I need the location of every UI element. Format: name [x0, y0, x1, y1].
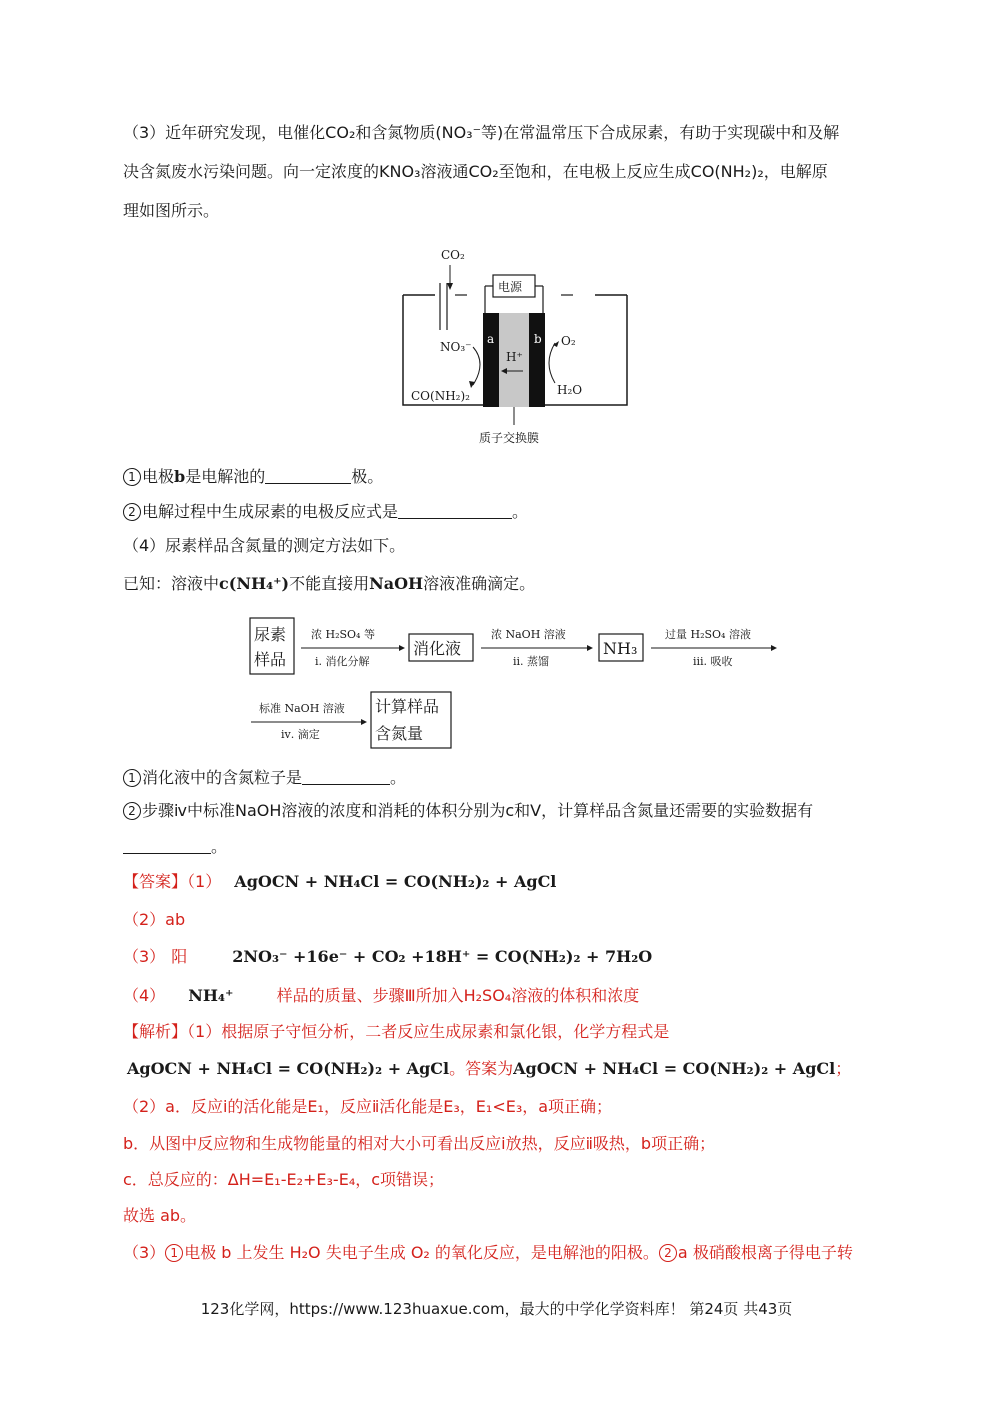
q3-sub2: 2 电解过程中生成尿素的电极反应式是 。 [123, 501, 528, 523]
analysis-line-6: 故选 ab。 [123, 1206, 197, 1225]
flow-box1-line2: 样品 [254, 650, 287, 669]
analysis-line-1: 【解析】（1）根据原子守恒分析，二者反应生成尿素和氯化银，化学方程式是 [123, 1022, 670, 1041]
flow-arrow4-bottom: ⅳ. 滴定 [281, 728, 320, 741]
flow-arrow3-bottom: ⅲ. 吸收 [693, 655, 733, 668]
membrane-label: 质子交换膜 [479, 431, 540, 445]
oxygen-label: O₂ [561, 334, 576, 348]
q4-sub2: 2 步骤ⅳ中标准NaOH溶液的浓度和消耗的体积分别为c和V，计算样品含氮量还需要的实验数据有 [123, 800, 813, 822]
answer-line-4: （4） NH₄⁺ 样品的质量、步骤Ⅲ所加入H₂SO₄溶液的体积和浓度 [123, 986, 640, 1005]
answer-equation-1: AgOCN + NH₄Cl = CO(NH₂)₂ + AgCl [234, 872, 557, 891]
flow-arrow1-top: 浓 H₂SO₄ 等 [311, 628, 375, 641]
q3-line-2: 决含氮废水污染问题。向一定浓度的KNO₃溶液通CO₂至饱和，在电极上反应生成CO(NH₂)₂，电解原 [123, 162, 828, 181]
analysis-line-7: （3） 1 电极 b 上发生 H₂O 失电子生成 O₂ 的氧化反应，是电解池的阳极。 2 a 极硝酸根离子得电子转 [123, 1243, 853, 1262]
analysis-line-5: c．总反应的：ΔH=E₁-E₂+E₃-E₄，c项错误； [123, 1170, 445, 1189]
flow-arrow3-top: 过量 H₂SO₄ 溶液 [665, 628, 751, 641]
urea-label: CO(NH₂)₂ [411, 389, 470, 403]
flow-box4-line1: 计算样品 [375, 697, 440, 716]
answer-equation-3: 2NO₃⁻ +16e⁻ + CO₂ +18H⁺ = CO(NH₂)₂ + 7H₂O [232, 947, 653, 966]
answer-line-2: （2）ab [123, 910, 186, 929]
analysis-line-4: b．从图中反应物和生成物能量的相对大小可看出反应ⅰ放热，反应ⅱ吸热，b项正确； [123, 1134, 716, 1153]
flow-box1-line1: 尿素 [254, 625, 287, 644]
water-label: H₂O [557, 383, 583, 397]
circled-number: 1 [123, 468, 141, 486]
co2-label: CO₂ [441, 248, 465, 262]
flow-arrow1-bottom: ⅰ. 消化分解 [315, 655, 370, 668]
analysis-line-3: （2）a．反应ⅰ的活化能是E₁，反应ⅱ活化能是E₃，E₁<E₃，a项正确； [123, 1097, 613, 1116]
power-label: 电源 [498, 280, 523, 294]
flow-box4-line2: 含氮量 [375, 724, 424, 743]
circled-number: 2 [123, 802, 141, 820]
analysis-tag: 【解析】 [123, 1022, 188, 1041]
flow-chart [245, 612, 790, 752]
answer-blank [302, 769, 390, 785]
circled-number: 2 [123, 503, 141, 521]
q4-line-1: （4）尿素样品含氮量的测定方法如下。 [123, 536, 406, 555]
circled-number: 1 [123, 769, 141, 787]
flow-arrow4-top: 标准 NaOH 溶液 [259, 702, 345, 715]
q3-line-1: （3）近年研究发现，电催化CO₂和含氮物质(NO₃⁻等)在常温常压下合成尿素，有助于实现碳中和及解 [123, 123, 840, 142]
q3-sub1: 1 电极b是电解池的 极。 [123, 466, 383, 488]
proton-label: H⁺ [506, 350, 523, 364]
known-line: 已知：溶液中c(NH₄⁺)不能直接用NaOH溶液准确滴定。 [123, 574, 536, 593]
flow-arrow2-bottom: ⅱ. 蒸馏 [513, 655, 550, 668]
flow-box2: 消化液 [413, 639, 462, 658]
answer-blank [398, 503, 512, 519]
q4-sub1: 1 消化液中的含氮粒子是 。 [123, 767, 406, 789]
answer-blank [265, 468, 351, 484]
flow-arrow2-top: 浓 NaOH 溶液 [491, 628, 566, 641]
electrode-b-label: b [534, 332, 542, 346]
electrolysis-diagram [395, 235, 635, 450]
analysis-line-2: AgOCN + NH₄Cl = CO(NH₂)₂ + AgCl。答案为AgOCN + NH₄Cl = CO(NH₂)₂ + AgCl； [127, 1059, 852, 1078]
answer-tag: 【答案】 [123, 872, 188, 891]
flow-box3: NH₃ [603, 639, 638, 658]
answer-line-1: 【答案】（1） AgOCN + NH₄Cl = CO(NH₂)₂ + AgCl [123, 872, 557, 891]
answer-blank [123, 838, 211, 854]
electrode-a-label: a [487, 332, 495, 346]
q4-sub2-cont: 。 [123, 836, 227, 858]
answer-line-3: （3） 阳 2NO₃⁻ +16e⁻ + CO₂ +18H⁺ = CO(NH₂)₂ + 7H₂O [123, 947, 653, 966]
nitrate-label: NO₃⁻ [440, 340, 472, 354]
q3-line-3: 理如图所示。 [123, 201, 220, 220]
page-footer: 123化学网，https://www.123huaxue.com，最大的中学化学资料库！ 第24页 共43页 [200, 1300, 793, 1318]
